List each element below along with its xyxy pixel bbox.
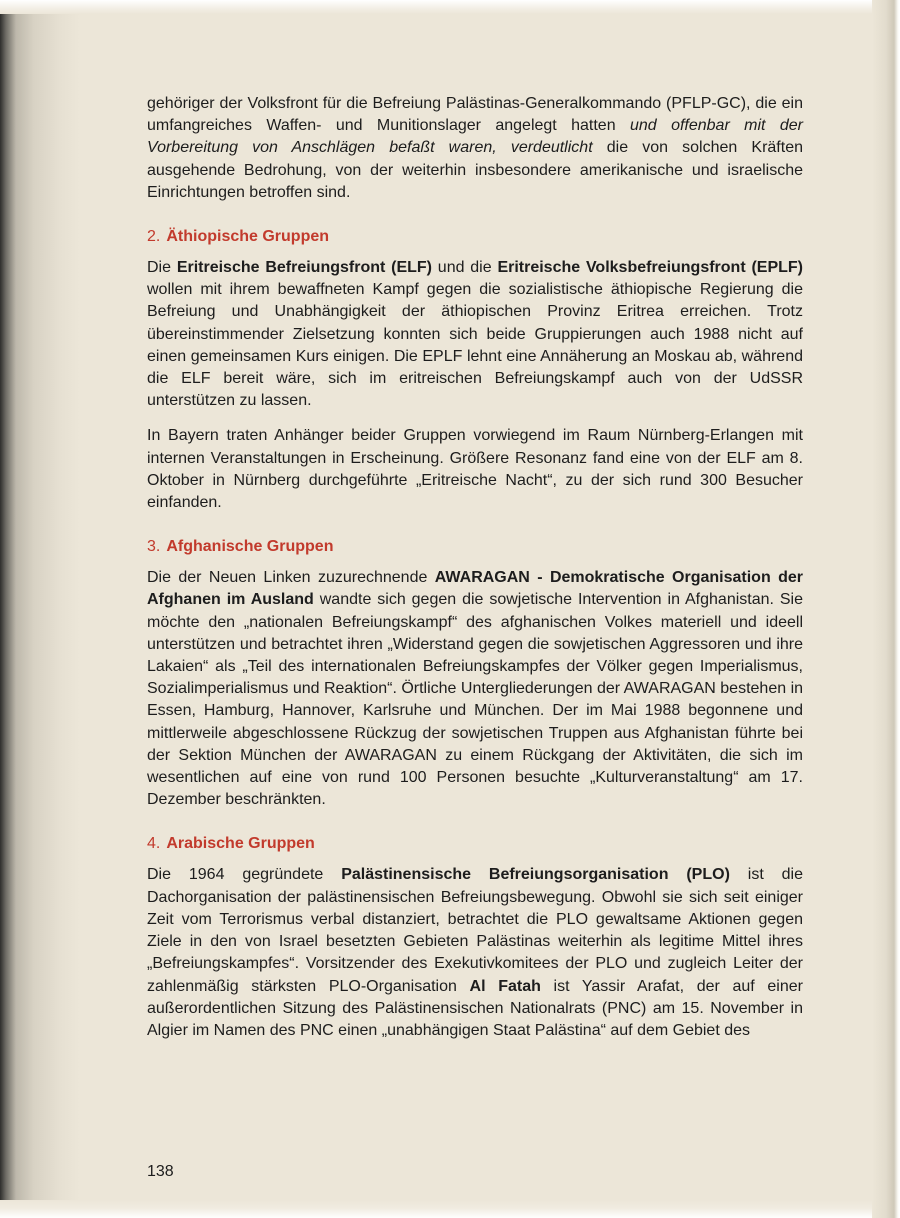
paragraph-eritrea-groups: Die Eritreische Befreiungsfront (ELF) und die Eritreische Volksbefreiungsfront (EPLF) wollen mit ihrem bewaffneten Kampf gegen die sozialistische äthiopische Regierung die Befreiung und Unabhängigkeit der äthiopischen Provinz Eritrea erreichen. Trotz übereinstimmender Zielsetzung konnten sich beide Gruppierungen auch 1988 nicht auf einen gemeinsamen Kurs einigen. Die EPLF lehnt eine Annäherung an Moskau ab, während die ELF bereit wäre, sich im eritreischen Befreiungskampf auch von der UdSSR unterstützen zu lassen. xyxy=(147,259,804,410)
section-number: 4. xyxy=(147,835,161,853)
bold-term-plo: Palästinensische Befreiungsorganisation (PLO) xyxy=(341,866,730,884)
paragraph-bayern-activity: In Bayern traten Anhänger beider Gruppen vorwiegend im Raum Nürnberg-Erlangen mit internen Veranstaltungen in Erscheinung. Größere Resonanz fand eine von der ELF am 8. Oktober in Nürnberg durchgeführte „Eritreische Nacht“, zu der sich rund 300 Besucher einfanden. xyxy=(147,427,803,512)
bold-term-eplf: Eritreische Volksbefreiungsfront (EPLF) xyxy=(497,259,804,277)
page-right-edge xyxy=(872,0,900,1218)
bold-term-awaragan: AWARAGAN - Demokratische Organisation der Afghanen im Ausland xyxy=(147,569,804,609)
page-top-edge xyxy=(0,0,900,14)
section-title: Arabische Gruppen xyxy=(166,835,315,853)
section-heading-afghanische-gruppen xyxy=(147,536,803,558)
paragraph-awaragan: Die der Neuen Linken zuzurechnende AWARAGAN - Demokratische Organisation der Afghanen im Ausland wandte sich gegen die sowjetische Intervention in Afghanistan. Sie möchte den „nationalen Befreiungskampf“ des afghanischen Volkes materiell und ideell unterstützen und betrachtet ihren „Widerstand gegen die sowjetischen Aggressoren und ihre Lakaien“ als „Teil des internationalen Befreiungskampfes der Völker gegen Imperialismus, Sozialimperialismus und Reaktion“. Örtliche Untergliederungen der AWARAGAN bestehen in Essen, Hamburg, Hannover, Karlsruhe und München. Der im Mai 1988 begonnene und mittlerweile abgeschlossene Rückzug der sowjetischen Truppen aus Afghanistan führte bei der Sektion München der AWARAGAN zu einem Rückgang der Aktivitäten, die sich im wesentlichen auf eine von rund 100 Personen besuchte „Kulturveranstaltung“ am 17. Dezember beschränkten. xyxy=(147,569,804,809)
paragraph-plo: Die 1964 gegründete Palästinensische Befreiungsorganisation (PLO) ist die Dachorganisation der palästinensischen Befreiungsbewegung. Obwohl sie sich seit einiger Zeit vom Terrorismus verbal distanziert, betrachtet die PLO gewaltsame Aktionen gegen Ziele in den von Israel besetzten Gebieten Palästinas weiterhin als legitime Mittel ihres „Befreiungskampfes“. Vorsitzender des Exekutivkomitees der PLO und zugleich Leiter der zahlenmäßig stärksten PLO-Organisation Al Fatah ist Yassir Arafat, der auf einer außerordentlichen Sitzung des Palästinensischen Nationalrats (PNC) am 15. November in Algier im Namen des PNC einen „unabhängigen Staat Palästina“ auf dem Gebiet des xyxy=(147,866,804,1039)
section-heading-arabische-gruppen xyxy=(147,833,803,855)
book-gutter-shadow xyxy=(0,0,80,1218)
section-number: 3. xyxy=(147,538,161,556)
page-text-column xyxy=(147,93,803,1042)
section-title: Afghanische Gruppen xyxy=(166,538,334,556)
section-heading-aethiopische-gruppen xyxy=(147,226,803,248)
bold-term-elf: Eritreische Befreiungsfront (ELF) xyxy=(176,259,432,277)
intro-paragraph: gehöriger der Volksfront für die Befreiung Palästinas-Generalkommando (PFLP-GC), die ein umfangreiches Waffen- und Munitionslager angelegt hatten und offenbar mit der Vorbereitung von Anschlägen befaßt waren, verdeutlicht die von solchen Kräften ausgehende Bedrohung, von der weiterhin insbesondere amerikanische und israelische Einrichtungen betroffen sind. xyxy=(147,95,804,201)
page-number: 138 xyxy=(147,1163,174,1180)
section-title: Äthiopische Gruppen xyxy=(166,228,330,246)
bold-term-al-fatah: Al Fatah xyxy=(469,977,541,995)
intro-italic-text: und offenbar mit der Vorbereitung von Anschlägen befaßt waren, verdeutlicht xyxy=(147,117,804,157)
page-bottom-edge xyxy=(0,1200,900,1218)
section-number: 2. xyxy=(147,228,161,246)
